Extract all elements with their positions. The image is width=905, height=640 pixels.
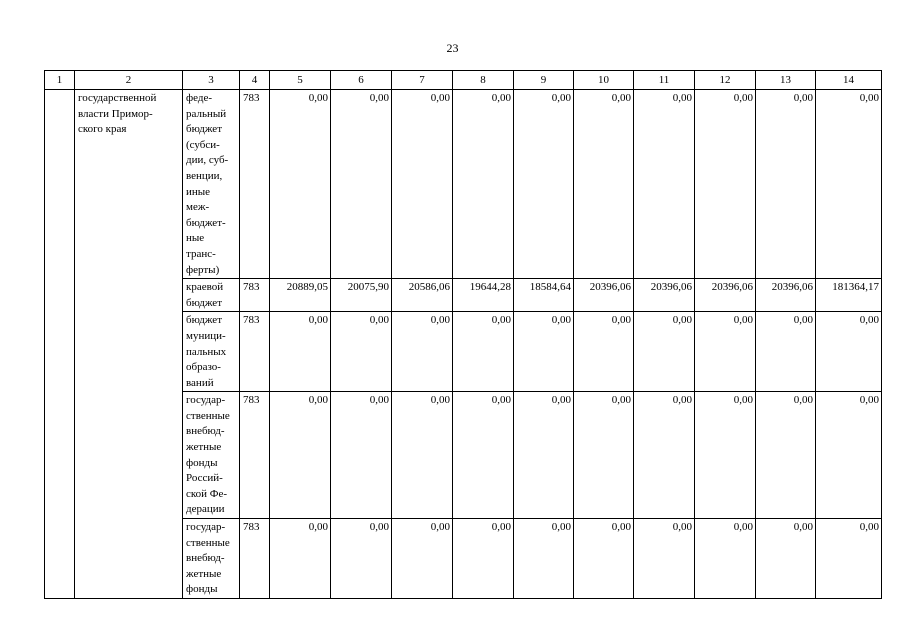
funding-source-line: государ- [186, 521, 226, 534]
funding-source-line: внебюд- [186, 425, 225, 438]
amount-cell-col-14: 0,00 [816, 392, 882, 519]
amount-cell-col-8: 0,00 [453, 312, 514, 392]
amount-cell-col-14: 0,00 [816, 519, 882, 599]
column-header-2: 2 [75, 71, 183, 90]
funding-source-line: (субси- [186, 138, 220, 151]
amount-cell-col-5: 0,00 [270, 312, 331, 392]
amount-cell-col-11: 0,00 [634, 90, 695, 279]
amount-cell-col-7: 0,00 [392, 519, 453, 599]
column-header-14: 14 [816, 71, 882, 90]
funding-source-line: бюджет [186, 296, 222, 309]
funding-source-line: бюджет- [186, 216, 226, 229]
funding-source-line: ферты) [186, 263, 220, 276]
budget-code-cell: 783 [240, 90, 270, 279]
amount-cell-col-11: 0,00 [634, 519, 695, 599]
amount-cell-col-9: 18584,64 [514, 279, 574, 312]
amount-cell-col-10: 20396,06 [574, 279, 634, 312]
amount-cell-col-8: 0,00 [453, 392, 514, 519]
amount-cell-col-7: 20586,06 [392, 279, 453, 312]
amount-cell-col-12: 0,00 [695, 312, 756, 392]
column-header-1: 1 [45, 71, 75, 90]
amount-cell-col-12: 20396,06 [695, 279, 756, 312]
amount-cell-col-13: 0,00 [756, 392, 816, 519]
amount-cell-col-8: 0,00 [453, 519, 514, 599]
funding-source-line: ральный [186, 107, 227, 120]
budget-code-cell: 783 [240, 392, 270, 519]
amount-cell-col-12: 0,00 [695, 392, 756, 519]
funding-source-line: венции, [186, 169, 223, 182]
budget-code-cell: 783 [240, 279, 270, 312]
page-number: 23 [446, 41, 459, 55]
amount-cell-col-14: 0,00 [816, 312, 882, 392]
amount-cell-col-9: 0,00 [514, 519, 574, 599]
funding-source-line: ные [186, 232, 205, 245]
amount-cell-col-5: 20889,05 [270, 279, 331, 312]
amount-cell-col-13: 0,00 [756, 519, 816, 599]
amount-cell-col-6: 0,00 [331, 312, 392, 392]
amount-cell-col-9: 0,00 [514, 392, 574, 519]
funding-source-line: Россий- [186, 472, 223, 485]
amount-cell-col-11: 0,00 [634, 312, 695, 392]
amount-cell-col-11: 0,00 [634, 392, 695, 519]
budget-code-cell: 783 [240, 312, 270, 392]
table-row [45, 90, 882, 279]
responsible-body-line: ского края [78, 123, 127, 136]
amount-cell-col-13: 0,00 [756, 90, 816, 279]
amount-cell-col-7: 0,00 [392, 90, 453, 279]
column-header-11: 11 [634, 71, 695, 90]
column-header-5: 5 [270, 71, 331, 90]
funding-source-line: дии, суб- [186, 154, 229, 167]
header-row [45, 71, 882, 90]
funding-source-line: ственные [186, 409, 230, 422]
funding-source-line: государ- [186, 394, 226, 407]
column-header-12: 12 [695, 71, 756, 90]
funding-source-line: ваний [186, 376, 214, 389]
funding-source-line: ской Фе- [186, 487, 228, 500]
amount-cell-col-11: 20396,06 [634, 279, 695, 312]
column-header-7: 7 [392, 71, 453, 90]
amount-cell-col-7: 0,00 [392, 392, 453, 519]
column-header-3: 3 [183, 71, 240, 90]
amount-cell-col-6: 0,00 [331, 90, 392, 279]
column-header-10: 10 [574, 71, 634, 90]
responsible-body-line: власти Примор- [78, 107, 153, 120]
amount-cell-col-10: 0,00 [574, 90, 634, 279]
amount-cell-col-13: 20396,06 [756, 279, 816, 312]
amount-cell-col-8: 19644,28 [453, 279, 514, 312]
funding-source-line: бюджет [186, 314, 222, 327]
amount-cell-col-9: 0,00 [514, 312, 574, 392]
amount-cell-col-13: 0,00 [756, 312, 816, 392]
funding-source-cell [183, 392, 240, 519]
funding-source-line: муници- [186, 329, 226, 342]
funding-source-line: фонды [186, 583, 218, 596]
funding-source-line: феде- [186, 92, 213, 104]
amount-cell-col-7: 0,00 [392, 312, 453, 392]
funding-source-line: пальных [186, 345, 227, 358]
amount-cell-col-5: 0,00 [270, 90, 331, 279]
funding-source-line: меж- [186, 201, 210, 214]
responsible-body-cell [75, 90, 183, 599]
funding-source-line: образо- [186, 361, 221, 374]
amount-cell-col-6: 20075,90 [331, 279, 392, 312]
column-header-8: 8 [453, 71, 514, 90]
row-number-cell [45, 90, 75, 599]
funding-source-line: бюджет [186, 123, 222, 136]
funding-source-line: ственные [186, 536, 230, 549]
amount-cell-col-10: 0,00 [574, 519, 634, 599]
amount-cell-col-14: 0,00 [816, 90, 882, 279]
funding-source-line: иные [186, 185, 211, 198]
funding-source-line: дерации [186, 503, 225, 516]
funding-source-line: транс- [186, 247, 216, 260]
funding-source-line: фонды [186, 456, 218, 469]
amount-cell-col-10: 0,00 [574, 392, 634, 519]
amount-cell-col-12: 0,00 [695, 519, 756, 599]
funding-source-line: краевой [186, 281, 224, 294]
amount-cell-col-9: 0,00 [514, 90, 574, 279]
amount-cell-col-6: 0,00 [331, 519, 392, 599]
amount-cell-col-5: 0,00 [270, 519, 331, 599]
column-header-4: 4 [240, 71, 270, 90]
responsible-body-line: государственной [78, 92, 157, 104]
column-header-9: 9 [514, 71, 574, 90]
funding-source-cell [183, 519, 240, 599]
funding-source-line: жетные [186, 567, 222, 580]
budget-code-cell: 783 [240, 519, 270, 599]
column-header-13: 13 [756, 71, 816, 90]
amount-cell-col-10: 0,00 [574, 312, 634, 392]
funding-source-cell [183, 312, 240, 392]
column-header-6: 6 [331, 71, 392, 90]
amount-cell-col-6: 0,00 [331, 392, 392, 519]
funding-source-cell [183, 90, 240, 279]
funding-source-cell [183, 279, 240, 312]
amount-cell-col-12: 0,00 [695, 90, 756, 279]
amount-cell-col-8: 0,00 [453, 90, 514, 279]
amount-cell-col-5: 0,00 [270, 392, 331, 519]
funding-source-line: внебюд- [186, 552, 225, 565]
amount-cell-col-14: 181364,17 [816, 279, 882, 312]
budget-table [44, 70, 882, 599]
funding-source-line: жетные [186, 441, 222, 454]
